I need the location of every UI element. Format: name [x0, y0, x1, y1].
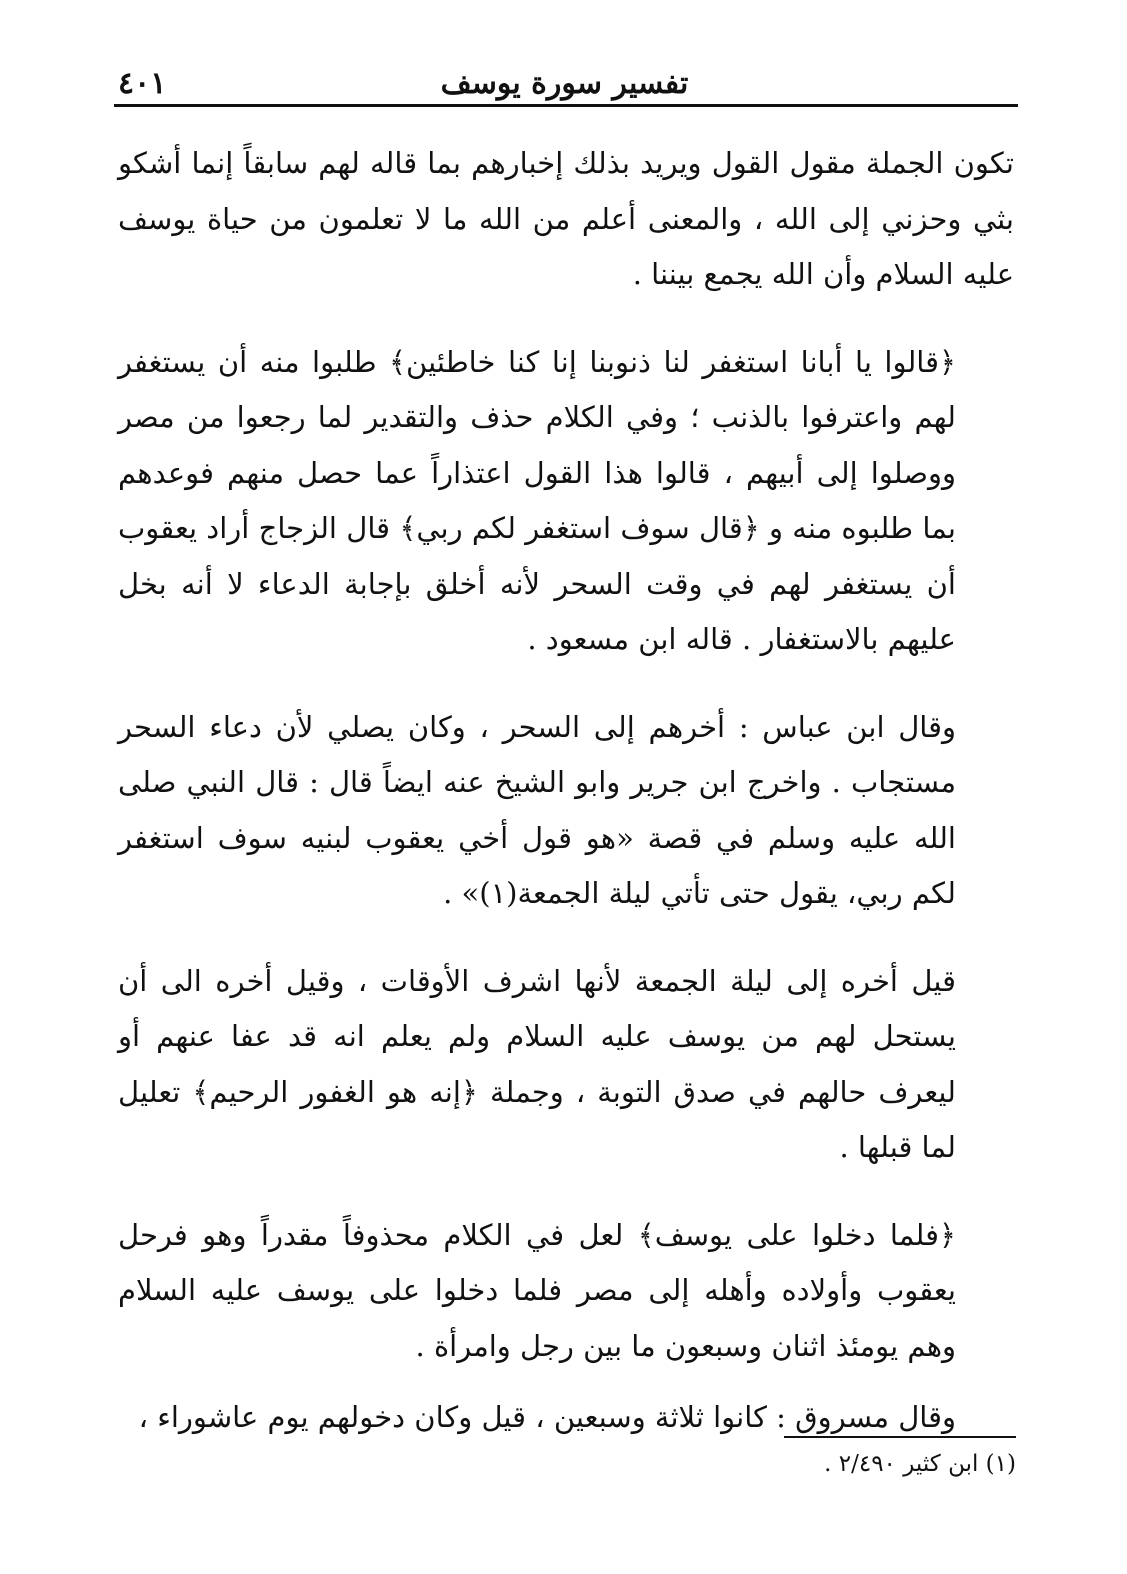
paragraph-5: ﴿فلما دخلوا على يوسف﴾ لعل في الكلام محذوفاً مقدراً وهو فرحل يعقوب وأولاده وأهله إلى مصر فلما دخلوا على يوسف عليه السلام وهم يومئذ اثنان وسبعون ما بين رجل وامرأة .	[118, 1217, 956, 1363]
page-body	[118, 136, 1014, 1446]
paragraph-1: تكون الجملة مقول القول ويريد بذلك إخبارهم بما قاله لهم سابقاً إنما أشكو بثي وحزني إلى الله ، والمعنى أعلم من الله ما لا تعلمون من حياة يوسف عليه السلام وأن الله يجمع بيننا .	[118, 146, 1014, 291]
footnote: (١) ابن كثير ٢/٤٩٠ .	[824, 1451, 1016, 1477]
page-header	[112, 58, 1017, 108]
paragraph-6: وقال مسروق : كانوا ثلاثة وسبعين ، قيل وكان دخولهم يوم عاشوراء ،	[138, 1400, 956, 1434]
paragraph-2: ﴿قالوا يا أبانا استغفر لنا ذنوبنا إنا كنا خاطئين﴾ طلبوا منه أن يستغفر لهم واعترفوا بالذنب ؛ وفي الكلام حذف والتقدير لما رجعوا من مصر ووصلوا إلى أبيهم ، قالوا هذا القول اعتذاراً عما حصل منهم فوعدهم بما طلبوه منه و ﴿قال سوف استغفر لكم ربي﴾ قال الزجاج أراد يعقوب أن يستغفر لهم في وقت السحر لأنه أخلق بإجابة الدعاء لا أنه بخل عليهم بالاستغفار . قاله ابن مسعود .	[118, 344, 956, 656]
paragraph-3: وقال ابن عباس : أخرهم إلى السحر ، وكان يصلي لأن دعاء السحر مستجاب . واخرج ابن جرير وابو الشيخ عنه ايضاً قال : قال النبي صلى الله عليه وسلم في قصة «هو قول أخي يعقوب لبنيه سوف استغفر لكم ربي، يقول حتى تأتي ليلة الجمعة(١)» .	[118, 709, 956, 910]
header-divider	[114, 104, 1018, 107]
paragraph-4: قيل أخره إلى ليلة الجمعة لأنها اشرف الأوقات ، وقيل أخره الى أن يستحل لهم من يوسف عليه السلام ولم يعلم انه قد عفا عنهم أو ليعرف حالهم في صدق التوبة ، وجملة ﴿إنه هو الغفور الرحيم﴾ تعليل لما قبلها .	[118, 963, 956, 1164]
running-title: تفسير سورة يوسف	[440, 66, 689, 101]
page-number: ٤٠١	[118, 66, 167, 101]
footnote-divider	[784, 1436, 1016, 1438]
